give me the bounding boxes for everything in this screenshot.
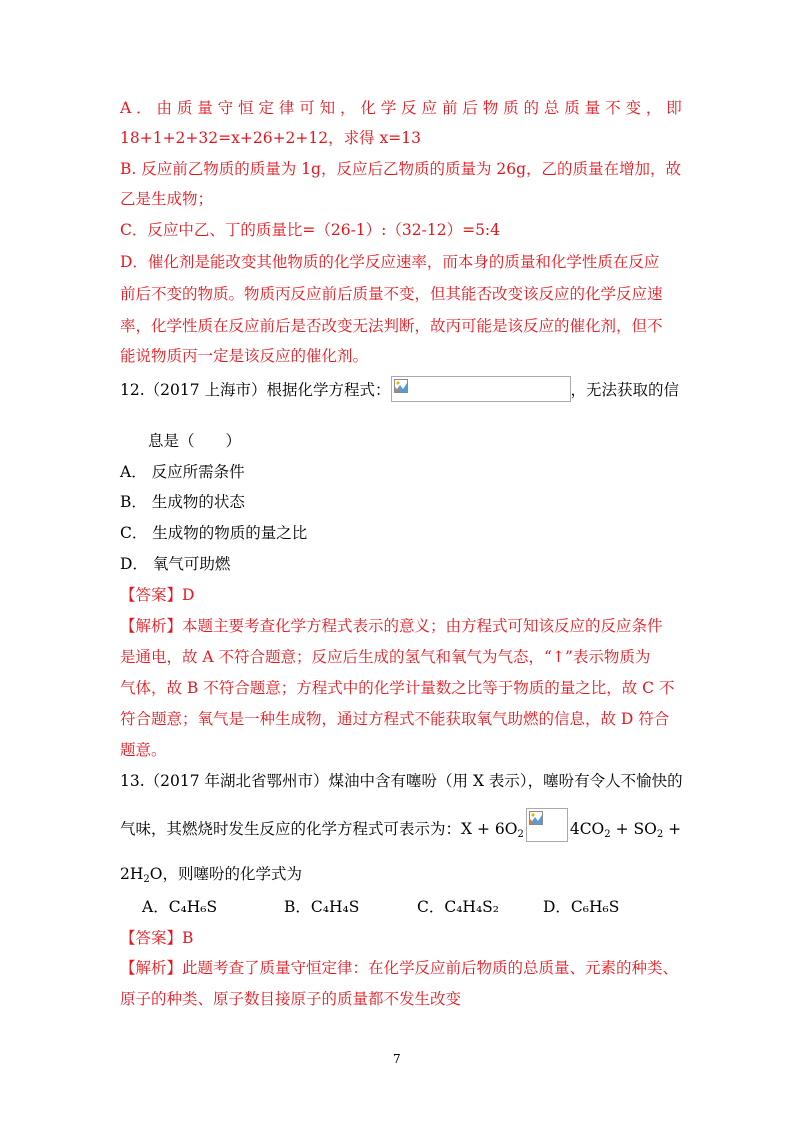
q11-a-line1-char: 即 [666,99,682,117]
page-number: 7 [393,1052,401,1066]
q13-option-c: C．C₄H₄S₂ [417,898,499,916]
q12-analysis-line1: 【解析】本题主要考查化学方程式表示的意义；由方程式可知该反应的反应条件 [120,617,663,635]
q13-analysis-line1: 【解析】此题考查了质量守恒定律：在化学反应前后物质的总质量、元素的种类、 [120,959,679,977]
q12-option-c: C． 生成物的物质的量之比 [120,524,308,542]
q11-a-line1-char: 学 [380,99,397,117]
broken-image-icon [394,379,408,393]
q12-option-b: B． 生成物的状态 [120,493,245,511]
q13-stem-line1: 13.（2017 年湖北省鄂州市）煤油中含有噻吩（用 X 表示），噻吩有令人不愉快的 [120,772,683,790]
q13-options [142,897,619,917]
q11-a-line1-char: A [120,99,132,117]
q13-stem-line2: 气味，其燃烧时发生反应的化学方程式可表示为：$X + 6O_2$ $4CO_2 + SO_2$ + [120,818,681,842]
q11-a-line1-char: 可 [299,99,315,117]
q11-a-line1-char: 由 [156,99,172,117]
q11-a-line1-char: 的 [523,99,540,117]
q11-a-line1-char: 律 [278,99,295,117]
q11-b-line1: B. 反应前乙物质的质量为 1g，反应后乙物质的质量为 26g，乙的质量在增加，故 [120,160,682,178]
q12-answer: 【答案】D [120,586,195,604]
q11-a-line1-char: 后 [462,99,478,117]
q13-option-a: A．C₄H₆S [142,898,218,916]
q11-d-line1: D．催化剂是能改变其他物质的化学反应速率，而本身的质量和化学性质在反应 [120,253,660,271]
q11-a-line1-char: 质 [564,99,580,117]
q11-a-line1-char: 化 [360,99,376,117]
q11-a-line1-char: 量 [197,99,213,117]
q11-a-line1-char: 定 [258,99,274,117]
q11-a-line1-char: 知 [319,99,336,117]
q11-a-line1-char: 物 [482,99,499,117]
q13-stem-line3: $2H_2O$，则噻吩的化学式为 [120,865,302,885]
q11-a-line1-char: 应 [421,99,438,117]
q12-stem-line2: 息是（ ） [148,432,242,450]
q12-analysis-line3: 气体，故 B 不符合题意；方程式中的化学计量数之比等于物质的量之比，故 C 不 [120,679,675,697]
q11-a-line1-char: 质 [176,99,193,117]
q11-a-line1-char: ． [136,99,152,117]
broken-image-icon [529,811,543,825]
q11-a-line1-char: 恒 [238,99,254,117]
q13-option-b: B．C₄H₄S [284,898,360,916]
q12-stem-line1: 12.（2017 上海市）根据化学方程式： ，无法获取的信 [120,380,682,402]
equation-image-placeholder [391,376,571,402]
q11-a-line1-char: 反 [401,99,417,117]
arrow-image-placeholder [526,808,568,842]
q11-a-line1-char: 变 [625,99,641,117]
q11-a-line1-char: 质 [503,99,519,117]
q12-analysis-line2: 是通电，故 A 不符合题意；反应后生成的氢气和氧气为气态，“↑”表示物质为 [120,648,651,666]
q11-d-line3: 率，化学性质在反应前后是否改变无法判断，故丙可能是该反应的催化剂，但不 [120,317,663,335]
q11-d-line2: 前后不变的物质。物质丙反应前后质量不变，但其能否改变该反应的化学反应速 [120,285,663,303]
q11-a-line1 [120,98,682,118]
q12-option-a: A． 反应所需条件 [120,463,245,481]
q12-analysis-line5: 题意。 [120,741,167,759]
q13-analysis-line2: 原子的种类、原子数目接原子的质量都不发生改变 [120,990,462,1008]
q11-c-line: C．反应中乙、丁的质量比=（26-1）:（32-12）=5:4 [120,221,501,239]
q11-d-line4: 能说物质丙一定是该反应的催化剂。 [120,347,369,365]
q11-a-line1-char: ， [645,99,662,117]
q11-a-line1-char: 前 [441,99,458,117]
q11-a-line2: 18+1+2+32=x+26+2+12，求得 x=13 [120,129,422,147]
q13-option-d: D．C₆H₆S [543,898,620,916]
q12-option-d: D． 氧气可助燃 [120,555,231,573]
q11-a-line1-char: 量 [584,99,601,117]
q13-answer: 【答案】B [120,929,194,947]
q11-a-line1-char: 守 [217,99,234,117]
q11-a-line1-char: 不 [605,99,621,117]
q12-analysis-line4: 符合题意；氧气是一种生成物，通过方程式不能获取氧气助燃的信息，故 D 符合 [120,710,670,728]
q11-a-line1-char: ， [339,99,356,117]
q11-b-line2: 乙是生成物； [120,190,214,208]
q11-a-line1-char: 总 [543,99,560,117]
